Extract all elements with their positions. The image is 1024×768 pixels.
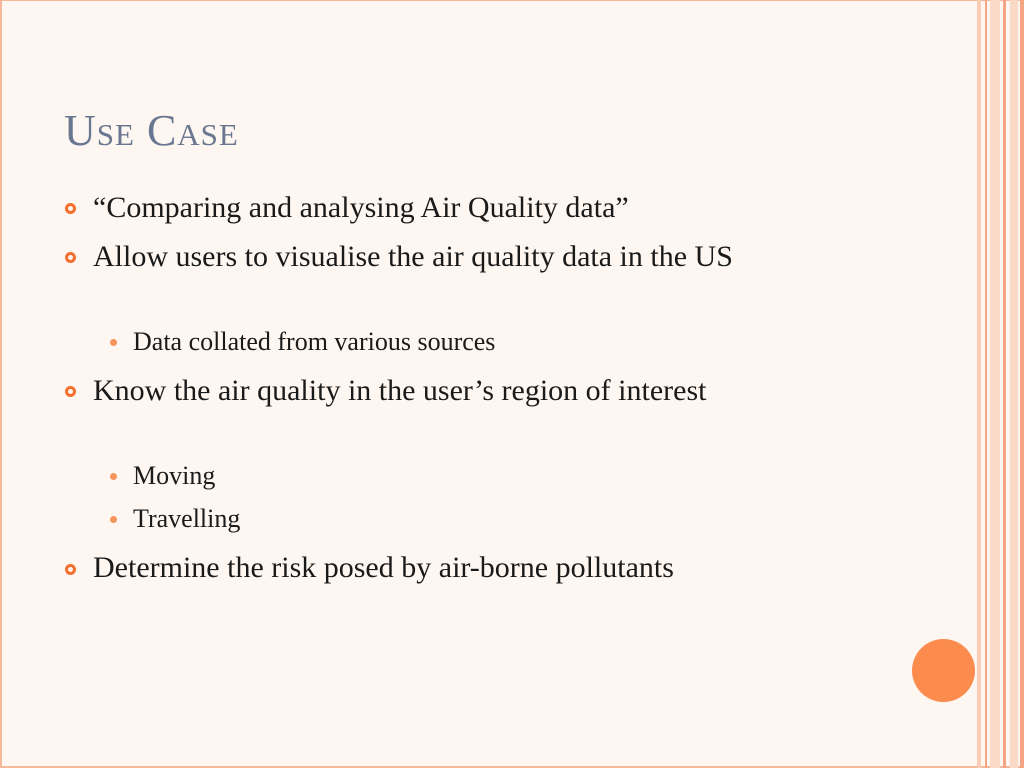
sub-bullet-dot-icon — [110, 516, 117, 523]
sub-bullet-item: Travelling — [133, 504, 241, 533]
slide-title: Use Case — [64, 106, 239, 155]
sub-bullet-dot-icon — [110, 473, 117, 480]
bullet-ring-icon — [65, 203, 76, 214]
bullet-item: Determine the risk posed by air-borne pollutants — [93, 551, 674, 584]
bullet-ring-icon — [65, 564, 76, 575]
bullet-item: Know the air quality in the user’s region of interest — [93, 374, 707, 407]
sub-bullet-item: Data collated from various sources — [133, 327, 496, 356]
sub-bullet-dot-icon — [110, 339, 117, 346]
bullet-item: Allow users to visualise the air quality data in the US — [93, 240, 733, 273]
bullet-ring-icon — [65, 252, 76, 263]
bullet-item: “Comparing and analysing Air Quality data” — [93, 191, 629, 224]
sub-bullet-item: Moving — [133, 461, 216, 490]
bullet-ring-icon — [65, 386, 76, 397]
